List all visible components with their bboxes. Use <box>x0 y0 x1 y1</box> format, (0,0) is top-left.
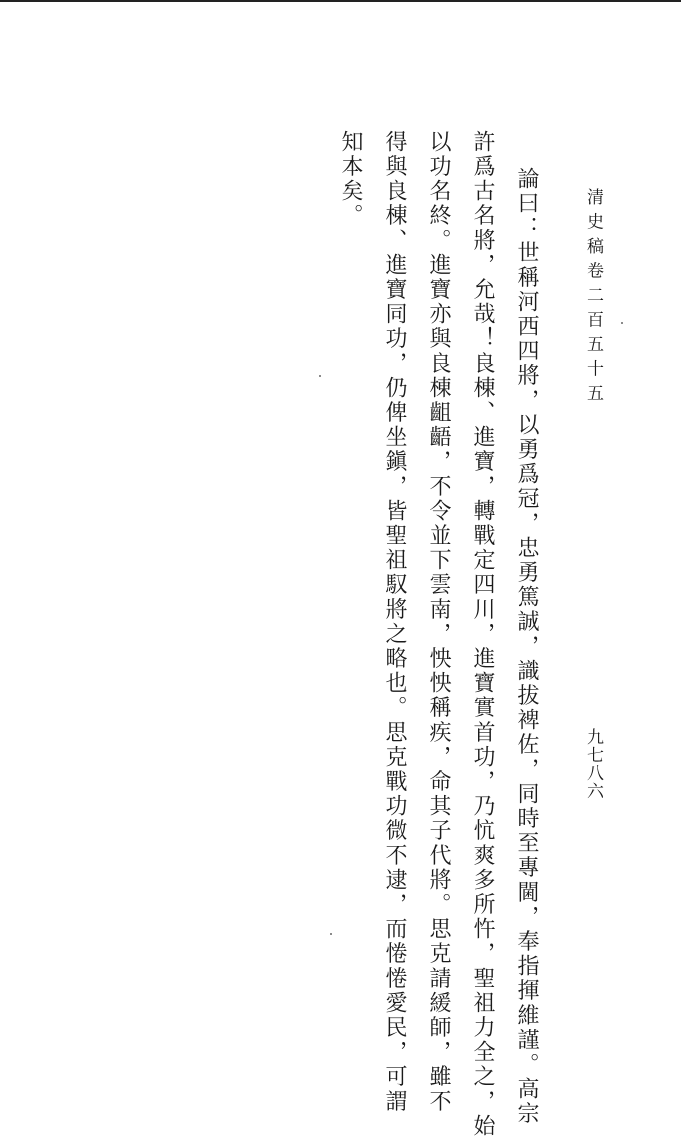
running-header-title: 清史稿卷二百五十五 <box>583 188 603 409</box>
text-column-5: 知本矣。 <box>338 130 363 229</box>
scan-speck <box>621 322 623 324</box>
text-column-3: 以功名終。進寶亦與良棟齟齬，不令並下雲南，怏怏稱疾，命其子代將。思克請緩師，雖不 <box>426 130 451 1114</box>
scan-speck <box>319 375 321 377</box>
text-column-4: 得與良棟、進寶同功，仍俾坐鎭，皆聖祖馭將之略也。思克戰功微不逮，而惓惓愛民，可謂 <box>382 130 407 1114</box>
scan-speck <box>330 933 332 935</box>
text-column-2: 許爲古名將，允哉！良棟、進寶，轉戰定四川，進寶實首功，乃忼爽多所忤，聖祖力全之，始 <box>470 130 495 1139</box>
text-column-1: 論曰：世稱河西四將，以勇爲冠，忠勇篤誠，識拔裨佐，同時至專閫，奉指揮維謹。高宗 <box>514 167 539 1127</box>
top-border-rule <box>0 0 681 2</box>
page-number: 九七八六 <box>583 728 603 800</box>
